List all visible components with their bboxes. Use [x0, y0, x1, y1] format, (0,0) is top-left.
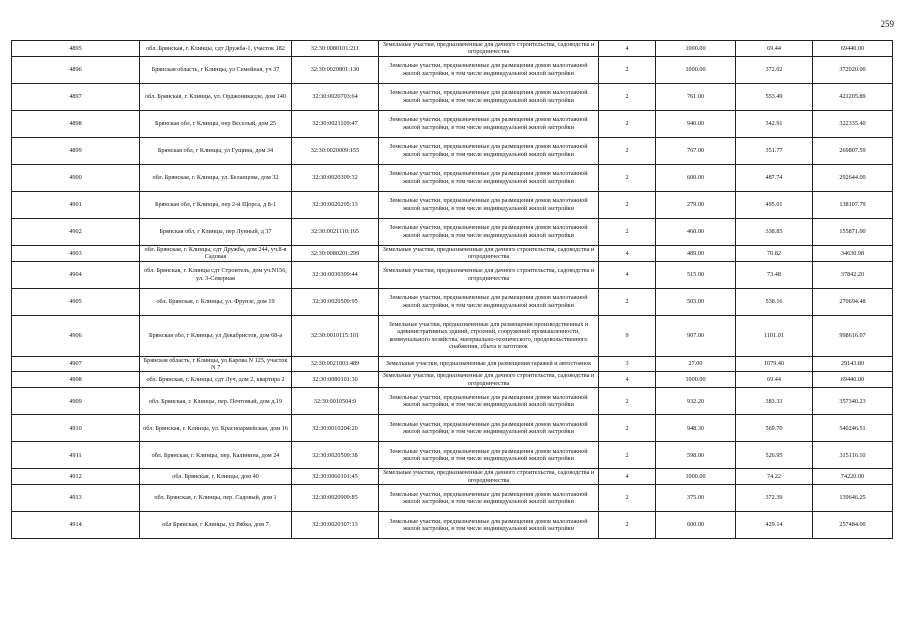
cadastral-value-cell: 292644.00	[813, 164, 893, 191]
cadastral-value-cell: 34630.98	[813, 245, 893, 261]
land-purpose-cell: Земельные участки, предназначенные для дачного строительства, садоводства и огородничества	[379, 372, 599, 388]
area-cell: 515.00	[656, 261, 736, 288]
row-number: 4895	[12, 41, 140, 57]
table-row	[12, 245, 893, 261]
cadastral-number-cell: 32:30:0020009:155	[292, 137, 379, 164]
group-code-cell: 2	[599, 442, 656, 469]
table-row	[12, 261, 893, 288]
area-cell: 1000.00	[656, 41, 736, 57]
group-code-cell: 2	[599, 485, 656, 512]
cadastral-number-cell: 32:30:0020909:85	[292, 485, 379, 512]
rate-cell: 338.85	[736, 218, 813, 245]
land-purpose-cell: Земельные участки, предназначенные для размещения производственных и административных зданий, строений, сооружений промышленности, коммунального хозяйства, материально-технического, продовольственного снабжения, сбыта и заготовок	[379, 315, 599, 356]
land-purpose-cell: Земельные участки, предназначенные для размещения домов малоэтажной жилой застройки, в том числе индивидуальной жилой застройки	[379, 442, 599, 469]
table-row	[12, 356, 893, 372]
cadastral-value-cell: 74220.00	[813, 469, 893, 485]
land-purpose-cell: Земельные участки, предназначенные для дачного строительства, садоводства и огородничества	[379, 41, 599, 57]
address-cell: обл. Брянская, г. Клинцы, пер. Почтовый, дом д.19	[140, 388, 292, 415]
land-purpose-cell: Земельные участки, предназначенные для размещения домов малоэтажной жилой застройки, в том числе индивидуальной жилой застройки	[379, 388, 599, 415]
group-code-cell: 2	[599, 164, 656, 191]
cadastral-value-cell: 998616.07	[813, 315, 893, 356]
address-cell: обл Брянская, г Клинцы, ул Рябка, дом 7	[140, 512, 292, 539]
address-cell: Брянская обл, г Клинцы, ул Декабристов, дом 68-а	[140, 315, 292, 356]
rate-cell: 69.44	[736, 372, 813, 388]
rate-cell: 495.01	[736, 191, 813, 218]
group-code-cell: 2	[599, 110, 656, 137]
group-code-cell: 2	[599, 83, 656, 110]
table-row	[12, 83, 893, 110]
address-cell: Брянская область, г Клинцы, ул Карова N 125, участок N 7	[140, 356, 292, 372]
area-cell: 948.30	[656, 415, 736, 442]
area-cell: 767.00	[656, 137, 736, 164]
row-number: 4914	[12, 512, 140, 539]
row-number: 4905	[12, 288, 140, 315]
group-code-cell: 2	[599, 137, 656, 164]
cadastral-value-cell: 29143.80	[813, 356, 893, 372]
address-cell: обл. Брянская, г. Клинцы, ул. Красноармейская, дом 16	[140, 415, 292, 442]
rate-cell: 383.33	[736, 388, 813, 415]
row-number: 4897	[12, 83, 140, 110]
cadastral-number-cell: 32:30:0020309:32	[292, 164, 379, 191]
address-cell: обл. Брянская, г. Клинцы, пер. Калинина, дом 24	[140, 442, 292, 469]
group-code-cell: 3	[599, 356, 656, 372]
area-cell: 489.00	[656, 245, 736, 261]
address-cell: обл. Брянская, г. Клинцы, ул. Фрунзе, дом 19	[140, 288, 292, 315]
land-purpose-cell: Земельные участки, предназначенные для дачного строительства, садоводства и огородничества	[379, 245, 599, 261]
rate-cell: 553.49	[736, 83, 813, 110]
cadastral-value-cell: 372020.00	[813, 56, 893, 83]
address-cell: обл. Брянская, г. Клинцы сдт Строитель, дом уч.N156, ул. 3-Северная	[140, 261, 292, 288]
row-number: 4907	[12, 356, 140, 372]
cadastral-number-cell: 32:30:0021109:47	[292, 110, 379, 137]
table-row	[12, 415, 893, 442]
group-code-cell: 4	[599, 261, 656, 288]
rate-cell: 69.44	[736, 41, 813, 57]
cadastral-number-cell: 32:30:0060101:45	[292, 469, 379, 485]
cadastral-number-cell: 32:30:0021110:165	[292, 218, 379, 245]
table-row	[12, 388, 893, 415]
rate-cell: 372.02	[736, 56, 813, 83]
cadastral-number-cell: 32:30:0020703:64	[292, 83, 379, 110]
area-cell: 279.00	[656, 191, 736, 218]
address-cell: обл. Брянская, г. Клинцы, сдт Дружба-1, участок 182	[140, 41, 292, 57]
cadastral-number-cell: 32:30:0010204:20	[292, 415, 379, 442]
address-cell: обл. Брянская, г. Клинцы, ул. Беланцова, дом 32	[140, 164, 292, 191]
table-row	[12, 191, 893, 218]
address-cell: Брянская обл, г Клинцы, пер Лунный, д 37	[140, 218, 292, 245]
cadastral-value-cell: 139646.25	[813, 485, 893, 512]
table-row	[12, 485, 893, 512]
rate-cell: 1079.40	[736, 356, 813, 372]
row-number: 4899	[12, 137, 140, 164]
address-cell: обл. Брянская, г. Клинцы, дом 40	[140, 469, 292, 485]
cadastral-value-cell: 69440.00	[813, 41, 893, 57]
cadastral-number-cell: 32:30:0010115:101	[292, 315, 379, 356]
area-cell: 761.00	[656, 83, 736, 110]
rate-cell: 538.16	[736, 288, 813, 315]
rate-cell: 569.70	[736, 415, 813, 442]
group-code-cell: 4	[599, 41, 656, 57]
address-cell: Брянская область, г Клинцы, ул Семейная, уч 37	[140, 56, 292, 83]
address-cell: обл. Брянская, г. Клинцы, сдт Луч, дом 2, квартира 2	[140, 372, 292, 388]
cadastral-value-cell: 540246.51	[813, 415, 893, 442]
row-number: 4898	[12, 110, 140, 137]
cadastral-value-cell: 322335.40	[813, 110, 893, 137]
row-number: 4908	[12, 372, 140, 388]
group-code-cell: 2	[599, 218, 656, 245]
cadastral-value-cell: 421205.89	[813, 83, 893, 110]
land-purpose-cell: Земельные участки, предназначенные для размещения домов малоэтажной жилой застройки, в том числе индивидуальной жилой застройки	[379, 218, 599, 245]
area-cell: 503.00	[656, 288, 736, 315]
group-code-cell: 4	[599, 372, 656, 388]
cadastral-number-cell: 32:30:0080101:211	[292, 41, 379, 57]
area-cell: 27.00	[656, 356, 736, 372]
group-code-cell: 2	[599, 512, 656, 539]
area-cell: 460.00	[656, 218, 736, 245]
table-row	[12, 56, 893, 83]
row-number: 4900	[12, 164, 140, 191]
area-cell: 1000.00	[656, 372, 736, 388]
group-code-cell: 2	[599, 56, 656, 83]
group-code-cell: 2	[599, 415, 656, 442]
rate-cell: 73.48	[736, 261, 813, 288]
land-purpose-cell: Земельные участки, предназначенные для размещения домов малоэтажной жилой застройки, в том числе индивидуальной жилой застройки	[379, 110, 599, 137]
land-purpose-cell: Земельные участки, предназначенные для размещения домов малоэтажной жилой застройки, в том числе индивидуальной жилой застройки	[379, 83, 599, 110]
table-row	[12, 315, 893, 356]
land-purpose-cell: Земельные участки, предназначенные для размещения домов малоэтажной жилой застройки, в том числе индивидуальной жилой застройки	[379, 485, 599, 512]
table-row	[12, 164, 893, 191]
cadastral-value-table	[11, 40, 893, 539]
rate-cell: 429.14	[736, 512, 813, 539]
cadastral-value-cell: 155871.00	[813, 218, 893, 245]
address-cell: Брянская обл, г Клинцы, ул Гущина, дом 34	[140, 137, 292, 164]
cadastral-value-cell: 257484.00	[813, 512, 893, 539]
rate-cell: 74.22	[736, 469, 813, 485]
cadastral-number-cell: 32:30:0021003:489	[292, 356, 379, 372]
cadastral-value-cell: 269807.59	[813, 137, 893, 164]
cadastral-value-cell: 315116.10	[813, 442, 893, 469]
land-purpose-cell: Земельные участки, предназначенные для размещения домов малоэтажной жилой застройки, в том числе индивидуальной жилой застройки	[379, 288, 599, 315]
cadastral-number-cell: 32:30:0020801:130	[292, 56, 379, 83]
group-code-cell: 4	[599, 245, 656, 261]
cadastral-number-cell: 32:30:0080101:30	[292, 372, 379, 388]
cadastral-number-cell: 32:30:0020509:38	[292, 442, 379, 469]
rate-cell: 526.95	[736, 442, 813, 469]
area-cell: 932.20	[656, 388, 736, 415]
row-number: 4896	[12, 56, 140, 83]
land-purpose-cell: Земельные участки, предназначенные для дачного строительства, садоводства и огородничества	[379, 261, 599, 288]
group-code-cell: 2	[599, 191, 656, 218]
area-cell: 940.00	[656, 110, 736, 137]
table-row	[12, 442, 893, 469]
area-cell: 1000.00	[656, 469, 736, 485]
cadastral-number-cell: 32:30:0020205:13	[292, 191, 379, 218]
cadastral-number-cell: 32:30:0020509:95	[292, 288, 379, 315]
row-number: 4901	[12, 191, 140, 218]
rate-cell: 351.77	[736, 137, 813, 164]
area-cell: 375.00	[656, 485, 736, 512]
table-row	[12, 218, 893, 245]
address-cell: Брянская обл, г Клинцы, пер Веселый, дом 25	[140, 110, 292, 137]
area-cell: 907.00	[656, 315, 736, 356]
rate-cell: 372.39	[736, 485, 813, 512]
cadastral-value-cell: 69440.00	[813, 372, 893, 388]
land-purpose-cell: Земельные участки, предназначенные для размещения домов малоэтажной жилой застройки, в том числе индивидуальной жилой застройки	[379, 512, 599, 539]
cadastral-number-cell: 32:30:0020307:13	[292, 512, 379, 539]
land-purpose-cell: Земельные участки, предназначенные для дачного строительства, садоводства и огородничества	[379, 469, 599, 485]
cadastral-value-cell: 270694.48	[813, 288, 893, 315]
address-cell: обл. Брянская, г. Клинцы, сдт Дружба, дом 244, уч.8-я Садовая	[140, 245, 292, 261]
rate-cell: 342.91	[736, 110, 813, 137]
group-code-cell: 2	[599, 388, 656, 415]
row-number: 4910	[12, 415, 140, 442]
cadastral-value-cell: 357340.23	[813, 388, 893, 415]
area-cell: 600.00	[656, 164, 736, 191]
address-cell: обл. Брянская, г. Клинцы, ул. Орджоникидзе, дом 140	[140, 83, 292, 110]
area-cell: 598.00	[656, 442, 736, 469]
row-number: 4911	[12, 442, 140, 469]
land-purpose-cell: Земельные участки, предназначенные для размещения домов малоэтажной жилой застройки, в том числе индивидуальной жилой застройки	[379, 164, 599, 191]
row-number: 4904	[12, 261, 140, 288]
area-cell: 1000.00	[656, 56, 736, 83]
row-number: 4906	[12, 315, 140, 356]
group-code-cell: 2	[599, 288, 656, 315]
cadastral-value-cell: 138107.79	[813, 191, 893, 218]
table-row	[12, 137, 893, 164]
table-row	[12, 41, 893, 57]
land-purpose-cell: Земельные участки, предназначенные для размещения домов малоэтажной жилой застройки, в том числе индивидуальной жилой застройки	[379, 415, 599, 442]
address-cell: Брянская обл, г Клинцы, пер 2-й Щорса, д 8-1	[140, 191, 292, 218]
page-number: 259	[880, 19, 894, 29]
row-number: 4902	[12, 218, 140, 245]
area-cell: 600.00	[656, 512, 736, 539]
table-row	[12, 110, 893, 137]
rate-cell: 70.82	[736, 245, 813, 261]
row-number: 4909	[12, 388, 140, 415]
rate-cell: 487.74	[736, 164, 813, 191]
row-number: 4903	[12, 245, 140, 261]
land-purpose-cell: Земельные участки, предназначенные для размещения гаражей и автостоянок	[379, 356, 599, 372]
address-cell: обл. Брянская, г. Клинцы, пер. Садовый, дом 1	[140, 485, 292, 512]
row-number: 4912	[12, 469, 140, 485]
group-code-cell: 4	[599, 469, 656, 485]
group-code-cell: 9	[599, 315, 656, 356]
cadastral-number-cell: 32:30:0080201:299	[292, 245, 379, 261]
land-purpose-cell: Земельные участки, предназначенные для размещения домов малоэтажной жилой застройки, в том числе индивидуальной жилой застройки	[379, 56, 599, 83]
table-row	[12, 512, 893, 539]
land-purpose-cell: Земельные участки, предназначенные для размещения домов малоэтажной жилой застройки, в том числе индивидуальной жилой застройки	[379, 191, 599, 218]
land-purpose-cell: Земельные участки, предназначенные для размещения домов малоэтажной жилой застройки, в том числе индивидуальной жилой застройки	[379, 137, 599, 164]
cadastral-number-cell: 32:30:0010504:9	[292, 388, 379, 415]
rate-cell: 1101.01	[736, 315, 813, 356]
table-row	[12, 288, 893, 315]
table-row	[12, 469, 893, 485]
row-number: 4913	[12, 485, 140, 512]
cadastral-value-cell: 37842.20	[813, 261, 893, 288]
cadastral-number-cell: 32:30:0030309:44	[292, 261, 379, 288]
table-row	[12, 372, 893, 388]
